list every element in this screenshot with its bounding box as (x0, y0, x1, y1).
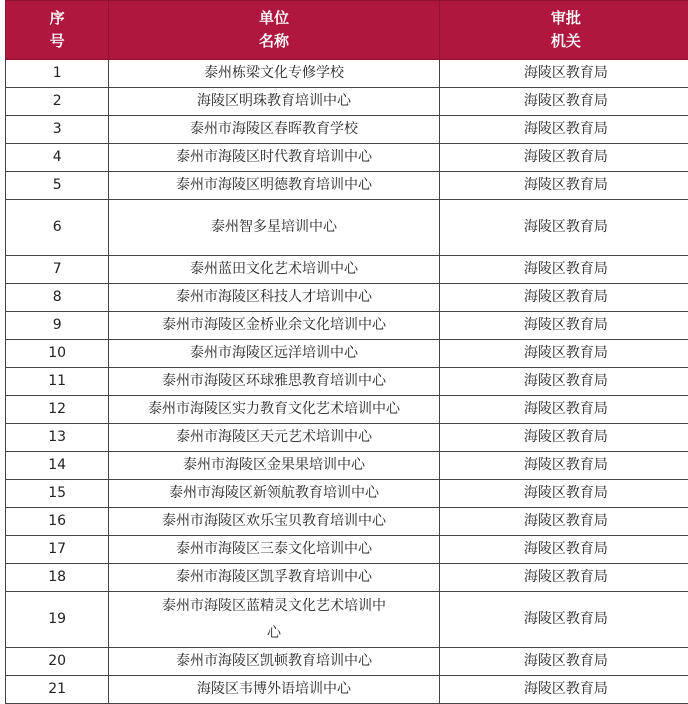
unit-name: 泰州市海陵区凯孚教育培训中心 (109, 564, 439, 592)
approval-org: 海陵区教育局 (439, 256, 688, 284)
row-number: 15 (6, 480, 109, 508)
table-row (6, 340, 688, 368)
approval-org: 海陵区教育局 (439, 312, 688, 340)
approval-org: 海陵区教育局 (439, 424, 688, 452)
unit-name: 泰州市海陵区科技人才培训中心 (109, 284, 439, 312)
table-row (6, 424, 688, 452)
row-number: 19 (6, 592, 109, 648)
row-number: 16 (6, 508, 109, 536)
unit-name: 泰州市海陵区金果果培训中心 (109, 452, 439, 480)
row-number: 20 (6, 648, 109, 676)
table-row (6, 564, 688, 592)
unit-name: 泰州市海陵区新领航教育培训中心 (109, 480, 439, 508)
header-seq-line1: 序 (49, 9, 65, 27)
approval-org: 海陵区教育局 (439, 88, 688, 116)
table-row (6, 396, 688, 424)
approval-org: 海陵区教育局 (439, 536, 688, 564)
table-row (6, 256, 688, 284)
approval-org: 海陵区教育局 (439, 564, 688, 592)
header-org-line1: 审批 (550, 9, 581, 27)
row-number: 5 (6, 172, 109, 200)
approval-org: 海陵区教育局 (439, 676, 688, 704)
unit-name: 泰州市海陵区三泰文化培训中心 (109, 536, 439, 564)
unit-name: 泰州栋梁文化专修学校 (109, 60, 439, 88)
table-row (6, 284, 688, 312)
table-row (6, 116, 688, 144)
approval-org: 海陵区教育局 (439, 284, 688, 312)
approval-org: 海陵区教育局 (439, 60, 688, 88)
approval-org: 海陵区教育局 (439, 144, 688, 172)
table-row (6, 144, 688, 172)
unit-name: 泰州市海陵区远洋培训中心 (109, 340, 439, 368)
row-number: 3 (6, 116, 109, 144)
row-number: 2 (6, 88, 109, 116)
table-row (6, 452, 688, 480)
approval-org: 海陵区教育局 (439, 592, 688, 648)
row-number: 6 (6, 200, 109, 256)
table-row (6, 88, 688, 116)
approval-org: 海陵区教育局 (439, 648, 688, 676)
table-row (6, 676, 688, 704)
table-row (6, 536, 688, 564)
table-row (6, 368, 688, 396)
institution-table (5, 0, 688, 704)
header-unit-name (109, 1, 439, 60)
unit-name: 泰州市海陵区时代教育培训中心 (109, 144, 439, 172)
row-number: 12 (6, 396, 109, 424)
unit-name: 海陵区明珠教育培训中心 (109, 88, 439, 116)
unit-name: 泰州智多星培训中心 (211, 219, 337, 235)
unit-name: 泰州蓝田文化艺术培训中心 (109, 256, 439, 284)
table-row (6, 480, 688, 508)
row-number: 18 (6, 564, 109, 592)
unit-name: 泰州市海陵区欢乐宝贝教育培训中心 (109, 508, 439, 536)
unit-name-cell (109, 592, 439, 648)
approval-org: 海陵区教育局 (439, 116, 688, 144)
approval-org: 海陵区教育局 (439, 508, 688, 536)
approval-org: 海陵区教育局 (439, 368, 688, 396)
row-number: 7 (6, 256, 109, 284)
header-seq (6, 1, 109, 60)
unit-name: 泰州市海陵区凯顿教育培训中心 (109, 648, 439, 676)
header-name-line1: 单位 (258, 9, 289, 27)
approval-org: 海陵区教育局 (439, 452, 688, 480)
table-row (6, 312, 688, 340)
table-row (6, 172, 688, 200)
row-number: 14 (6, 452, 109, 480)
header-name-line2: 名称 (258, 32, 289, 50)
row-number: 13 (6, 424, 109, 452)
unit-name: 泰州市海陵区环球雅思教育培训中心 (109, 368, 439, 396)
approval-org: 海陵区教育局 (439, 200, 688, 256)
approval-org: 海陵区教育局 (439, 172, 688, 200)
row-number: 10 (6, 340, 109, 368)
row-number: 21 (6, 676, 109, 704)
unit-name: 泰州市海陵区金桥业余文化培训中心 (109, 312, 439, 340)
table-row (6, 592, 688, 648)
unit-name: 泰州市海陵区天元艺术培训中心 (109, 424, 439, 452)
row-number: 17 (6, 536, 109, 564)
header-org-line2: 机关 (550, 32, 581, 50)
approval-org: 海陵区教育局 (439, 396, 688, 424)
unit-name: 泰州市海陵区蓝精灵文化艺术培训中心 (162, 597, 386, 641)
row-number: 11 (6, 368, 109, 396)
unit-name: 泰州市海陵区明德教育培训中心 (109, 172, 439, 200)
header-seq-line2: 号 (49, 32, 65, 50)
table-row (6, 60, 688, 88)
header-approval-org (439, 1, 688, 60)
table-header-row (6, 1, 688, 60)
approval-org: 海陵区教育局 (439, 480, 688, 508)
table-row (6, 200, 688, 256)
row-number: 8 (6, 284, 109, 312)
unit-name: 海陵区韦博外语培训中心 (109, 676, 439, 704)
unit-name-cell (109, 200, 439, 256)
unit-name: 泰州市海陵区春晖教育学校 (109, 116, 439, 144)
table-row (6, 648, 688, 676)
row-number: 1 (6, 60, 109, 88)
table-row (6, 508, 688, 536)
row-number: 9 (6, 312, 109, 340)
row-number: 4 (6, 144, 109, 172)
unit-name: 泰州市海陵区实力教育文化艺术培训中心 (109, 396, 439, 424)
approval-org: 海陵区教育局 (439, 340, 688, 368)
